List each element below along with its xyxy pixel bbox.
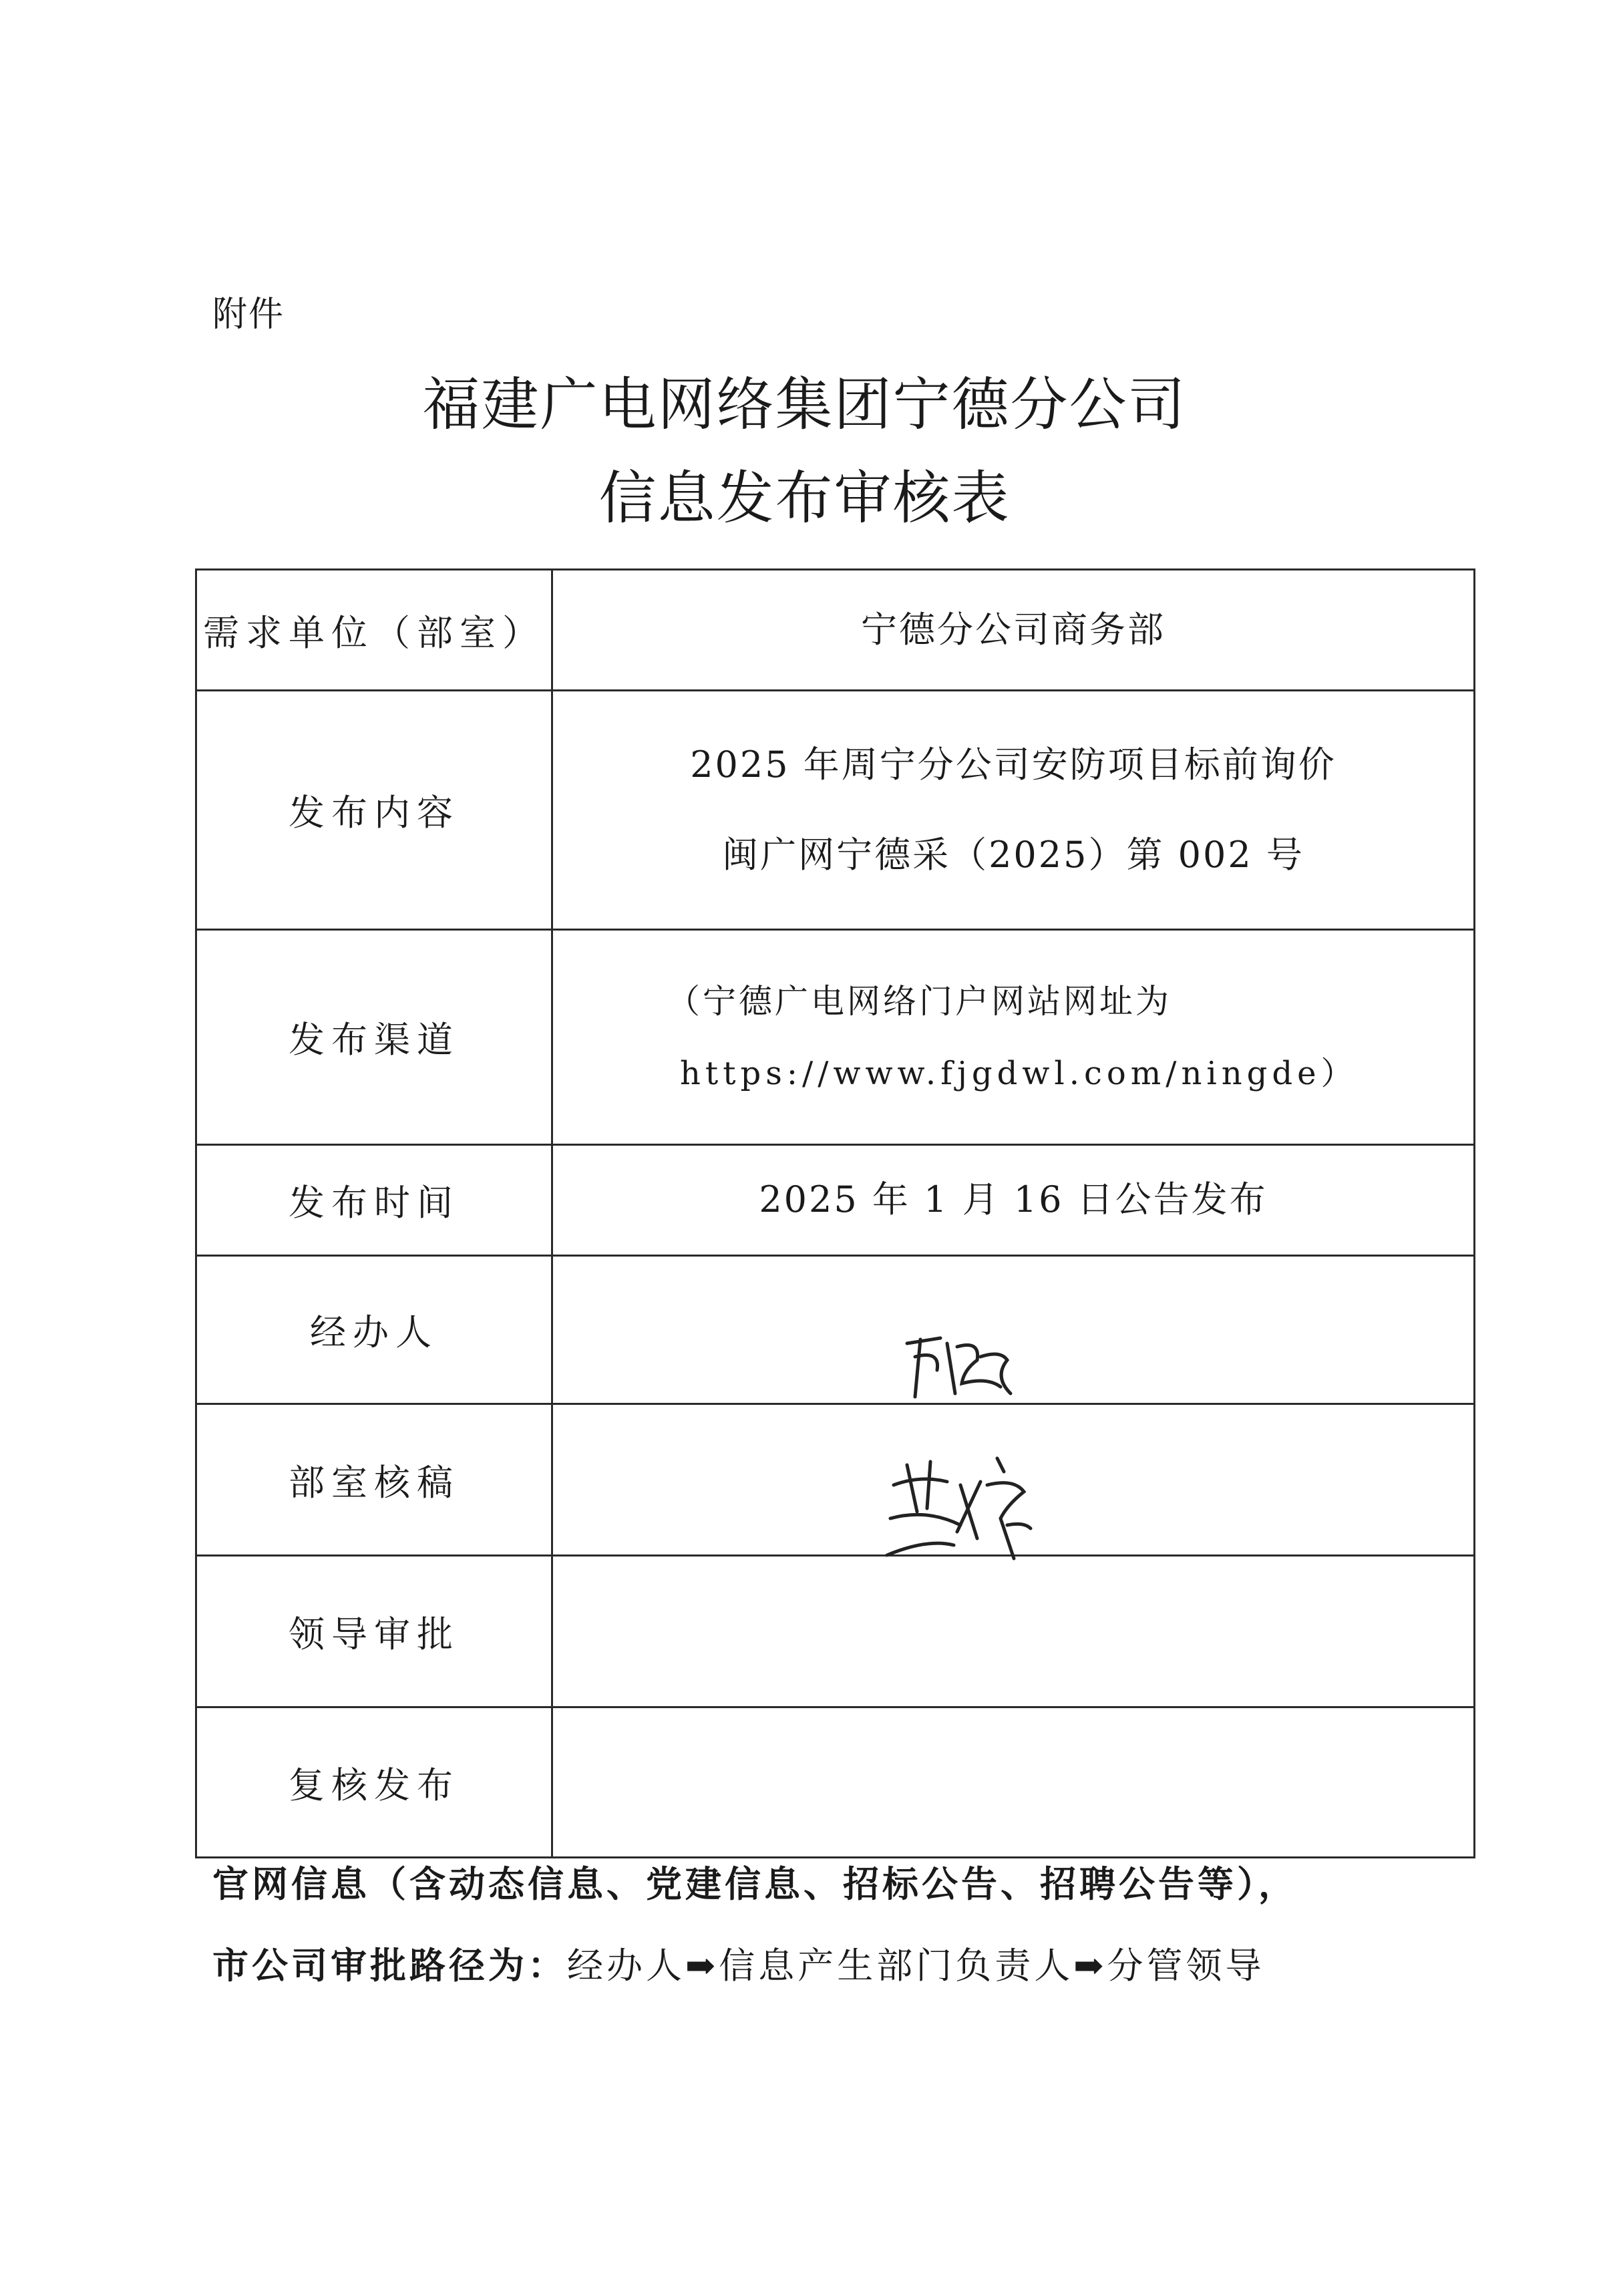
label-recheck: 复核发布 (196, 1707, 552, 1858)
publish-time-text: 2025 年 1 月 16 日公告发布 (759, 1178, 1268, 1221)
form-row-requesting-unit (196, 570, 1475, 691)
value-time (552, 1145, 1475, 1256)
value-requesting-unit (552, 570, 1475, 691)
value-recheck (552, 1707, 1475, 1858)
document-subtitle: 信息发布审核表 (598, 465, 1011, 532)
attachment-label: 附件 (212, 295, 285, 335)
label-leader-approval: 领导审批 (196, 1556, 552, 1707)
value-dept-review (552, 1404, 1475, 1556)
channel-url-text: https://www.fjgdwl.com/ningde） (680, 1054, 1358, 1092)
dept-review-signature (880, 1445, 1041, 1565)
form-row-dept-review (196, 1404, 1475, 1556)
label-dept-review: 部室核稿 (196, 1404, 552, 1556)
value-channel (552, 930, 1475, 1145)
content-title-text: 2025 年周宁分公司安防项目标前询价 (690, 743, 1336, 786)
requesting-unit-text: 宁德分公司商务部 (861, 608, 1166, 651)
document-title: 福建广电网络集团宁德分公司 (422, 371, 1187, 438)
form-row-leader-approval (196, 1556, 1475, 1707)
form-row-channel (196, 930, 1475, 1145)
review-form-table (195, 568, 1475, 1858)
form-row-recheck (196, 1707, 1475, 1858)
channel-site-text: （宁德广电网络门户网站网址为 (667, 981, 1172, 1021)
value-leader-approval (552, 1556, 1475, 1707)
label-time: 发布时间 (196, 1145, 552, 1256)
value-handler (552, 1256, 1475, 1404)
handler-signature (900, 1330, 1021, 1404)
form-row-content (196, 691, 1475, 930)
label-handler: 经办人 (196, 1256, 552, 1404)
content-number-text: 闽广网宁德采（2025）第 002 号 (722, 833, 1304, 876)
value-content (552, 691, 1475, 930)
footer-path-label: 市公司审批路径为： (212, 1944, 567, 1987)
label-channel: 发布渠道 (196, 930, 552, 1145)
footer-path-text: 经办人➡信息产生部门负责人➡分管领导 (567, 1945, 1265, 1987)
form-row-handler (196, 1256, 1475, 1404)
footer-note-line2 (212, 1937, 1468, 1989)
label-content: 发布内容 (196, 691, 552, 930)
label-requesting-unit: 需求单位（部室） (196, 570, 552, 691)
footer-note-line1: 官网信息（含动态信息、党建信息、招标公告、招聘公告等）， (212, 1862, 1298, 1905)
form-row-time (196, 1145, 1475, 1256)
